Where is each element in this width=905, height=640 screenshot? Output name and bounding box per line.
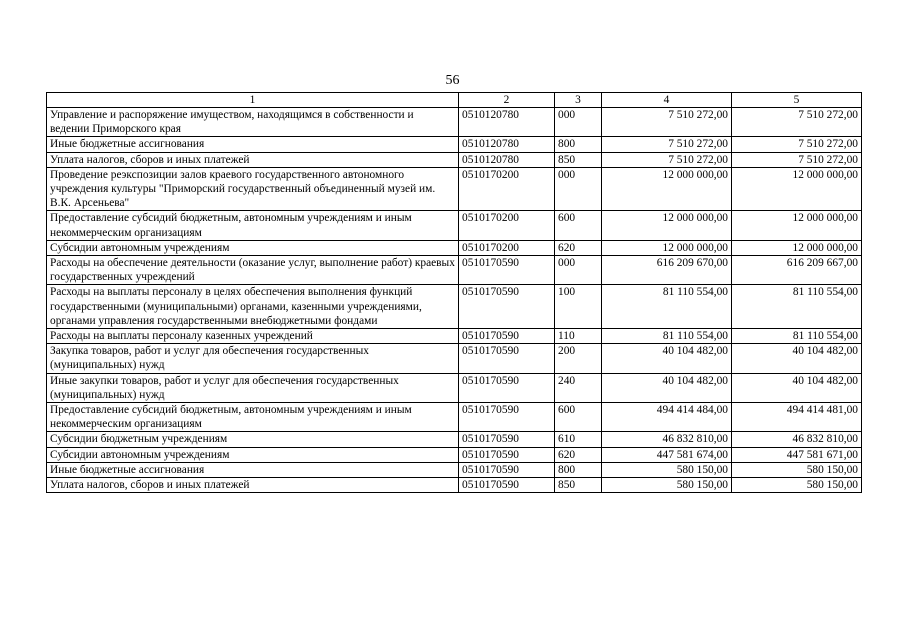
row-name: Расходы на выплаты персоналу казенных учреждений [47, 329, 459, 344]
row-vr-code: 100 [555, 285, 602, 329]
row-name: Предоставление субсидий бюджетным, автономным учреждениям и иным некоммерческим организациям [47, 403, 459, 432]
row-sum-2: 7 510 272,00 [732, 108, 862, 137]
row-sum-2: 580 150,00 [732, 462, 862, 477]
table-row [47, 256, 862, 285]
row-sum-1: 12 000 000,00 [602, 211, 732, 240]
row-sum-1: 580 150,00 [602, 478, 732, 493]
row-name: Субсидии автономным учреждениям [47, 240, 459, 255]
row-name: Иные закупки товаров, работ и услуг для обеспечения государственных (муниципальных) нужд [47, 373, 459, 402]
row-name: Субсидии бюджетным учреждениям [47, 432, 459, 447]
row-vr-code: 620 [555, 447, 602, 462]
row-sum-1: 7 510 272,00 [602, 152, 732, 167]
table-row [47, 329, 862, 344]
row-vr-code: 000 [555, 256, 602, 285]
table-row [47, 432, 862, 447]
row-name: Уплата налогов, сборов и иных платежей [47, 478, 459, 493]
column-header-sum2: 5 [732, 93, 862, 108]
row-csr-code: 0510170590 [459, 432, 555, 447]
page-number: 56 [445, 73, 460, 88]
table-row [47, 344, 862, 373]
row-sum-1: 7 510 272,00 [602, 108, 732, 137]
row-sum-1: 447 581 674,00 [602, 447, 732, 462]
row-csr-code: 0510120780 [459, 152, 555, 167]
row-vr-code: 620 [555, 240, 602, 255]
column-header-name: 1 [47, 93, 459, 108]
row-name: Уплата налогов, сборов и иных платежей [47, 152, 459, 167]
row-csr-code: 0510170590 [459, 478, 555, 493]
row-vr-code: 600 [555, 211, 602, 240]
table-row [47, 137, 862, 152]
row-vr-code: 000 [555, 167, 602, 211]
table-row [47, 447, 862, 462]
row-sum-2: 7 510 272,00 [732, 137, 862, 152]
row-csr-code: 0510170590 [459, 447, 555, 462]
table-row [47, 285, 862, 329]
row-sum-1: 46 832 810,00 [602, 432, 732, 447]
row-csr-code: 0510170590 [459, 344, 555, 373]
row-vr-code: 800 [555, 137, 602, 152]
row-sum-1: 40 104 482,00 [602, 344, 732, 373]
budget-table [46, 92, 862, 493]
row-vr-code: 000 [555, 108, 602, 137]
row-name: Закупка товаров, работ и услуг для обеспечения государственных (муниципальных) нужд [47, 344, 459, 373]
row-sum-1: 12 000 000,00 [602, 167, 732, 211]
row-sum-1: 81 110 554,00 [602, 285, 732, 329]
row-sum-2: 12 000 000,00 [732, 240, 862, 255]
row-name: Расходы на выплаты персоналу в целях обеспечения выполнения функций государственными (муниципальными) органами, казенными учреждениями, органами управления государственными внебюджетными фондами [47, 285, 459, 329]
row-csr-code: 0510170590 [459, 462, 555, 477]
table-row [47, 240, 862, 255]
row-name: Предоставление субсидий бюджетным, автономным учреждениям и иным некоммерческим организациям [47, 211, 459, 240]
column-header-csr: 2 [459, 93, 555, 108]
table-row [47, 403, 862, 432]
row-csr-code: 0510170590 [459, 403, 555, 432]
table-row [47, 478, 862, 493]
row-csr-code: 0510170590 [459, 285, 555, 329]
row-sum-2: 494 414 481,00 [732, 403, 862, 432]
row-vr-code: 610 [555, 432, 602, 447]
row-csr-code: 0510120780 [459, 108, 555, 137]
row-sum-2: 7 510 272,00 [732, 152, 862, 167]
row-csr-code: 0510170590 [459, 329, 555, 344]
row-sum-1: 7 510 272,00 [602, 137, 732, 152]
row-vr-code: 850 [555, 478, 602, 493]
row-sum-2: 447 581 671,00 [732, 447, 862, 462]
row-sum-2: 40 104 482,00 [732, 373, 862, 402]
header-row [47, 93, 862, 108]
row-vr-code: 200 [555, 344, 602, 373]
column-header-sum1: 4 [602, 93, 732, 108]
table-row [47, 152, 862, 167]
row-sum-1: 494 414 484,00 [602, 403, 732, 432]
row-sum-2: 40 104 482,00 [732, 344, 862, 373]
row-sum-1: 616 209 670,00 [602, 256, 732, 285]
row-name: Иные бюджетные ассигнования [47, 137, 459, 152]
row-vr-code: 800 [555, 462, 602, 477]
row-sum-2: 46 832 810,00 [732, 432, 862, 447]
column-header-vr: 3 [555, 93, 602, 108]
row-sum-2: 580 150,00 [732, 478, 862, 493]
table-row [47, 373, 862, 402]
row-sum-2: 12 000 000,00 [732, 167, 862, 211]
row-sum-2: 81 110 554,00 [732, 285, 862, 329]
row-sum-1: 580 150,00 [602, 462, 732, 477]
row-name: Иные бюджетные ассигнования [47, 462, 459, 477]
row-sum-2: 81 110 554,00 [732, 329, 862, 344]
row-vr-code: 600 [555, 403, 602, 432]
row-name: Субсидии автономным учреждениям [47, 447, 459, 462]
row-csr-code: 0510170200 [459, 167, 555, 211]
table-row [47, 211, 862, 240]
row-csr-code: 0510170590 [459, 256, 555, 285]
table-row [47, 108, 862, 137]
table-row [47, 462, 862, 477]
row-vr-code: 850 [555, 152, 602, 167]
row-name: Управление и распоряжение имуществом, находящимся в собственности и ведении Приморского края [47, 108, 459, 137]
row-csr-code: 0510120780 [459, 137, 555, 152]
row-name: Расходы на обеспечение деятельности (оказание услуг, выполнение работ) краевых государственных учреждений [47, 256, 459, 285]
row-sum-2: 12 000 000,00 [732, 211, 862, 240]
row-csr-code: 0510170200 [459, 211, 555, 240]
row-sum-1: 12 000 000,00 [602, 240, 732, 255]
row-sum-2: 616 209 667,00 [732, 256, 862, 285]
row-name: Проведение реэкспозиции залов краевого государственного автономного учреждения культуры "Приморский государственный объединенный музей им. В.К. Арсеньева" [47, 167, 459, 211]
row-vr-code: 110 [555, 329, 602, 344]
row-sum-1: 40 104 482,00 [602, 373, 732, 402]
row-csr-code: 0510170200 [459, 240, 555, 255]
row-vr-code: 240 [555, 373, 602, 402]
row-csr-code: 0510170590 [459, 373, 555, 402]
row-sum-1: 81 110 554,00 [602, 329, 732, 344]
table-row [47, 167, 862, 211]
